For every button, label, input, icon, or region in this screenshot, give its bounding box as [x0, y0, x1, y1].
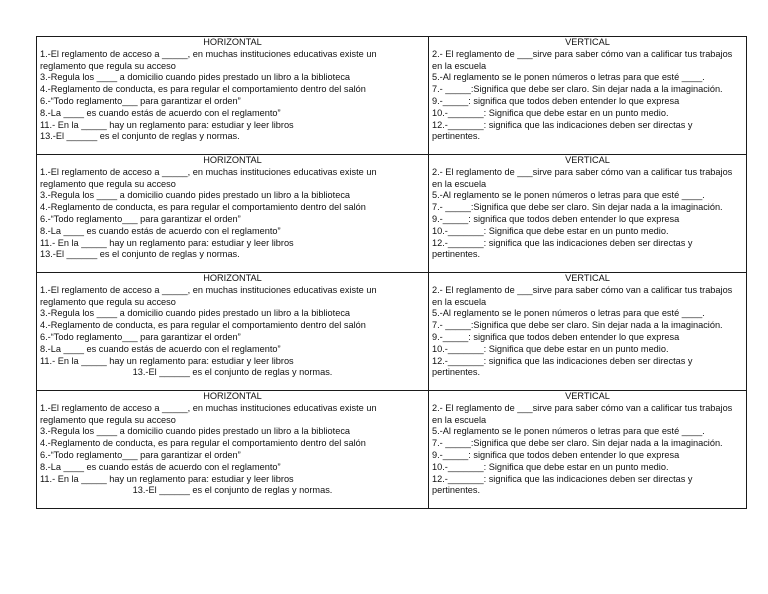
vertical-clue: 9.-_____: significa que todos deben entender lo que expresa: [432, 449, 680, 460]
vertical-clue: 2.- El reglamento de ___sirve para saber cómo van a calificar tus trabajos en la escuela: [432, 284, 733, 307]
vertical-clue: 12.-_______: significa que las indicaciones deben ser directas y pertinentes.: [432, 119, 693, 142]
vertical-clue: 9.-_____: significa que todos deben entender lo que expresa: [432, 213, 680, 224]
horizontal-clue: 13.-El ______ es el conjunto de reglas y normas.: [132, 367, 333, 378]
vertical-clue: 9.-_____: significa que todos deben entender lo que expresa: [432, 95, 680, 106]
horizontal-clue: 8.-La ____ es cuando estás de acuerdo con el reglamento”: [40, 461, 281, 472]
horizontal-clues-cell: [37, 37, 429, 155]
vertical-header: VERTICAL: [565, 273, 610, 283]
vertical-clue: 5.-Al reglamento se le ponen números o letras para que esté ____.: [432, 426, 705, 437]
horizontal-clue: 1.-El reglamento de acceso a _____, en muchas instituciones educativas existe un reglamento que regula su acceso: [40, 48, 377, 71]
horizontal-clue: 11.- En la _____ hay un reglamento para: estudiar y leer libros: [40, 473, 294, 484]
horizontal-clue: 3.-Regula los ____ a domicilio cuando pides prestado un libro a la biblioteca: [40, 72, 351, 83]
vertical-clue: 7.- _____:Significa que debe ser claro. Sin dejar nada a la imaginación.: [432, 202, 723, 213]
horizontal-clue: 11.- En la _____ hay un reglamento para: estudiar y leer libros: [40, 237, 294, 248]
horizontal-clue: 13.-El ______ es el conjunto de reglas y normas.: [40, 131, 240, 142]
horizontal-clue: 3.-Regula los ____ a domicilio cuando pides prestado un libro a la biblioteca: [40, 426, 351, 437]
horizontal-clue: 6.-“Todo reglamento___ para garantizar el orden”: [40, 449, 241, 460]
vertical-clue: 12.-_______: significa que las indicaciones deben ser directas y pertinentes.: [432, 473, 693, 496]
vertical-clue: 5.-Al reglamento se le ponen números o letras para que esté ____.: [432, 190, 705, 201]
clue-block-row: [37, 273, 747, 391]
horizontal-clue: 1.-El reglamento de acceso a _____, en muchas instituciones educativas existe un reglamento que regula su acceso: [40, 402, 377, 425]
horizontal-clues-cell: [37, 273, 429, 391]
crossword-clues-body: [37, 37, 747, 509]
vertical-clue: 7.- _____:Significa que debe ser claro. Sin dejar nada a la imaginación.: [432, 320, 723, 331]
horizontal-clue: 4.-Reglamento de conducta, es para regular el comportamiento dentro del salón: [40, 320, 366, 331]
horizontal-clues-cell: [37, 155, 429, 273]
vertical-clues-cell: [429, 391, 747, 509]
clue-block-row: [37, 155, 747, 273]
horizontal-header: HORIZONTAL: [203, 155, 262, 165]
horizontal-clue: 6.-“Todo reglamento___ para garantizar el orden”: [40, 95, 241, 106]
vertical-clue: 10.-_______: Significa que debe estar en un punto medio.: [432, 225, 669, 236]
horizontal-clue: 11.- En la _____ hay un reglamento para: estudiar y leer libros: [40, 119, 294, 130]
vertical-clue: 7.- _____:Significa que debe ser claro. Sin dejar nada a la imaginación.: [432, 84, 723, 95]
vertical-clue: 2.- El reglamento de ___sirve para saber cómo van a calificar tus trabajos en la escuela: [432, 166, 733, 189]
vertical-clue: 2.- El reglamento de ___sirve para saber cómo van a calificar tus trabajos en la escuela: [432, 402, 733, 425]
vertical-clue: 7.- _____:Significa que debe ser claro. Sin dejar nada a la imaginación.: [432, 438, 723, 449]
vertical-header: VERTICAL: [565, 37, 610, 47]
horizontal-clue: 13.-El ______ es el conjunto de reglas y normas.: [40, 249, 240, 260]
vertical-clue: 10.-_______: Significa que debe estar en un punto medio.: [432, 461, 669, 472]
horizontal-clues-cell: [37, 391, 429, 509]
clue-block-row: [37, 37, 747, 155]
crossword-clues-table: [36, 36, 747, 509]
vertical-clue: 10.-_______: Significa que debe estar en un punto medio.: [432, 107, 669, 118]
horizontal-clue: 3.-Regula los ____ a domicilio cuando pides prestado un libro a la biblioteca: [40, 308, 351, 319]
horizontal-clue: 11.- En la _____ hay un reglamento para: estudiar y leer libros: [40, 355, 294, 366]
horizontal-clue: 6.-“Todo reglamento___ para garantizar el orden”: [40, 213, 241, 224]
horizontal-clue: 8.-La ____ es cuando estás de acuerdo con el reglamento”: [40, 225, 281, 236]
vertical-clue: 10.-_______: Significa que debe estar en un punto medio.: [432, 343, 669, 354]
horizontal-clue: 6.-“Todo reglamento___ para garantizar el orden”: [40, 331, 241, 342]
horizontal-clue: 4.-Reglamento de conducta, es para regular el comportamiento dentro del salón: [40, 202, 366, 213]
vertical-clue: 5.-Al reglamento se le ponen números o letras para que esté ____.: [432, 308, 705, 319]
horizontal-clue: 13.-El ______ es el conjunto de reglas y normas.: [132, 485, 333, 496]
vertical-clue: 9.-_____: significa que todos deben entender lo que expresa: [432, 331, 680, 342]
vertical-clue: 12.-_______: significa que las indicaciones deben ser directas y pertinentes.: [432, 355, 693, 378]
horizontal-clue: 3.-Regula los ____ a domicilio cuando pides prestado un libro a la biblioteca: [40, 190, 351, 201]
horizontal-clue: 4.-Reglamento de conducta, es para regular el comportamiento dentro del salón: [40, 438, 366, 449]
horizontal-clue: 8.-La ____ es cuando estás de acuerdo con el reglamento”: [40, 107, 281, 118]
horizontal-header: HORIZONTAL: [203, 391, 262, 401]
vertical-clues-cell: [429, 273, 747, 391]
horizontal-clue: 1.-El reglamento de acceso a _____, en muchas instituciones educativas existe un reglamento que regula su acceso: [40, 166, 377, 189]
vertical-clue: 12.-_______: significa que las indicaciones deben ser directas y pertinentes.: [432, 237, 693, 260]
vertical-header: VERTICAL: [565, 391, 610, 401]
horizontal-header: HORIZONTAL: [203, 273, 262, 283]
clue-block-row: [37, 391, 747, 509]
vertical-header: VERTICAL: [565, 155, 610, 165]
horizontal-clue: 1.-El reglamento de acceso a _____, en muchas instituciones educativas existe un reglamento que regula su acceso: [40, 284, 377, 307]
vertical-clue: 2.- El reglamento de ___sirve para saber cómo van a calificar tus trabajos en la escuela: [432, 48, 733, 71]
vertical-clues-cell: [429, 37, 747, 155]
horizontal-clue: 4.-Reglamento de conducta, es para regular el comportamiento dentro del salón: [40, 84, 366, 95]
vertical-clues-cell: [429, 155, 747, 273]
vertical-clue: 5.-Al reglamento se le ponen números o letras para que esté ____.: [432, 72, 705, 83]
horizontal-header: HORIZONTAL: [203, 37, 262, 47]
horizontal-clue: 8.-La ____ es cuando estás de acuerdo con el reglamento”: [40, 343, 281, 354]
